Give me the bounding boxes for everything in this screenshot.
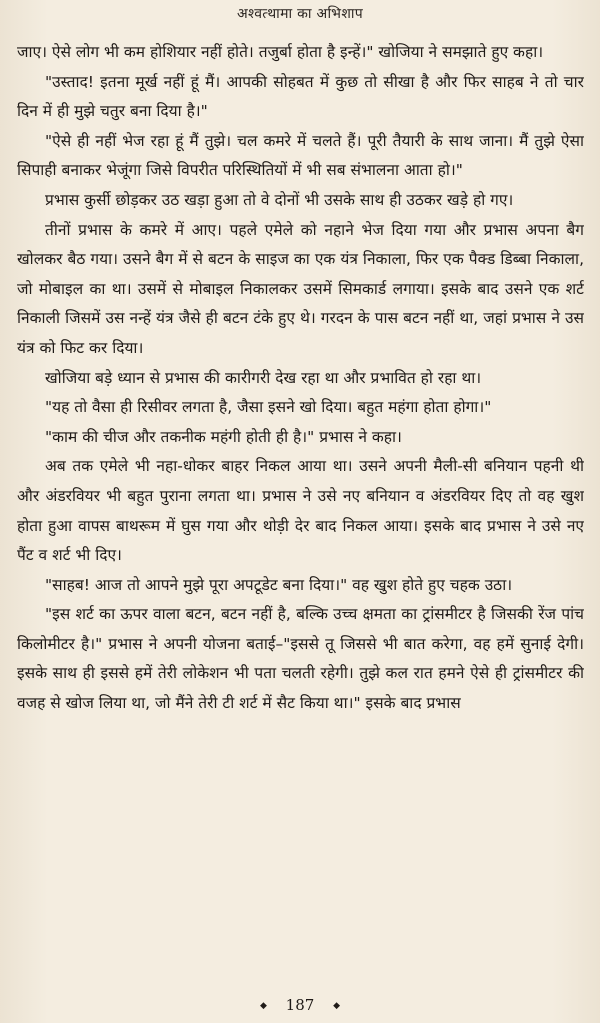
paragraph: "ऐसे ही नहीं भेज रहा हूं मैं तुझे। चल कमरे में चलते हैं। पूरी तैयारी के साथ जाना। मैं तुझे ऐसा सिपाही बनाकर भेजूंगा जिसे विपरीत परिस्थितियों में भी सब संभालना आता हो।" — [17, 131, 584, 180]
paragraph: "इस शर्ट का ऊपर वाला बटन, बटन नहीं है, बल्कि उच्च क्षमता का ट्रांसमीटर है जिसकी रेंज पांच किलोमीटर है।" प्रभास ने अपनी योजना बताई–"इससे तू जिससे भी बात करेगा, वह हमें सुनाई देगी। इसके साथ ही इससे हमें तेरी लोकेशन भी पता चलती रहेगी। तुझे कल रात हमने ऐसे ही ट्रांसमीटर की वजह से खोज लिया था, जो मैंने तेरी टी शर्ट में सैट किया था।" इसके बाद प्रभास — [17, 605, 584, 713]
page-footer — [0, 996, 600, 1014]
page-body — [17, 38, 584, 978]
paragraph: "यह तो वैसा ही रिसीवर लगता है, जैसा इसने खो दिया। बहुत महंगा होता होगा।" — [45, 398, 492, 417]
paragraph: प्रभास कुर्सी छोड़कर उठ खड़ा हुआ तो वे दोनों भी उसके साथ ही उठकर खड़े हो गए। — [45, 190, 514, 209]
paragraph: खोजिया बड़े ध्यान से प्रभास की कारीगरी देख रहा था और प्रभावित हो रहा था। — [45, 368, 482, 387]
running-head: अश्वत्थामा का अभिशाप — [236, 6, 364, 22]
paragraph: "काम की चीज और तकनीक महंगी होती ही है।" प्रभास ने कहा। — [45, 427, 402, 446]
page-number: 187 — [285, 996, 315, 1014]
paragraph: अब तक एमेले भी नहा-धोकर बाहर निकल आया था। उसने अपनी मैली-सी बनियान पहनी थी और अंडरवियर भी बहुत पुराना लगता था। प्रभास ने उसे नए बनियान व अंडरवियर दिए तो वह खुश होता हुआ वापस बाथरूम में घुस गया और थोड़ी देर बाद निकल आया। इसके बाद प्रभास ने उसे नए पैंट व शर्ट भी दिए। — [17, 457, 584, 565]
paragraph: जाए। ऐसे लोग भी कम होशियार नहीं होते। तजुर्बा होता है इन्हें।" खोजिया ने समझाते हुए कहा। — [17, 43, 544, 61]
paragraph: "साहब! आज तो आपने मुझे पूरा अपटूडेट बना दिया।" वह खुश होते हुए चहक उठा। — [45, 575, 513, 594]
diamond-ornament-icon: ◆ — [259, 1001, 267, 1011]
diamond-ornament-icon: ◆ — [333, 1001, 341, 1011]
paragraph: "उस्ताद! इतना मूर्ख नहीं हूं मैं। आपकी सोहबत में कुछ तो सीखा है और फिर साहब ने तो चार दिन में ही मुझे चतुर बना दिया है।" — [17, 72, 584, 121]
paragraph: तीनों प्रभास के कमरे में आए। पहले एमेले को नहाने भेज दिया गया और प्रभास अपना बैग खोलकर बैठ गया। उसने बैग में से बटन के साइज का एक यंत्र निकाला, फिर एक पैक्ड डिब्बा निकाला, जो मोबाइल का था। उसमें से मोबाइल निकालकर उसमें सिमकार्ड लगाया। इसके बाद उसने एक शर्ट निकाली जिसमें उस नन्हें यंत्र जैसे ही बटन टंके हुए थे। गरदन के पास बटन नहीं था, जहां प्रभास ने उस यंत्र को फिट कर दिया। — [17, 220, 584, 357]
